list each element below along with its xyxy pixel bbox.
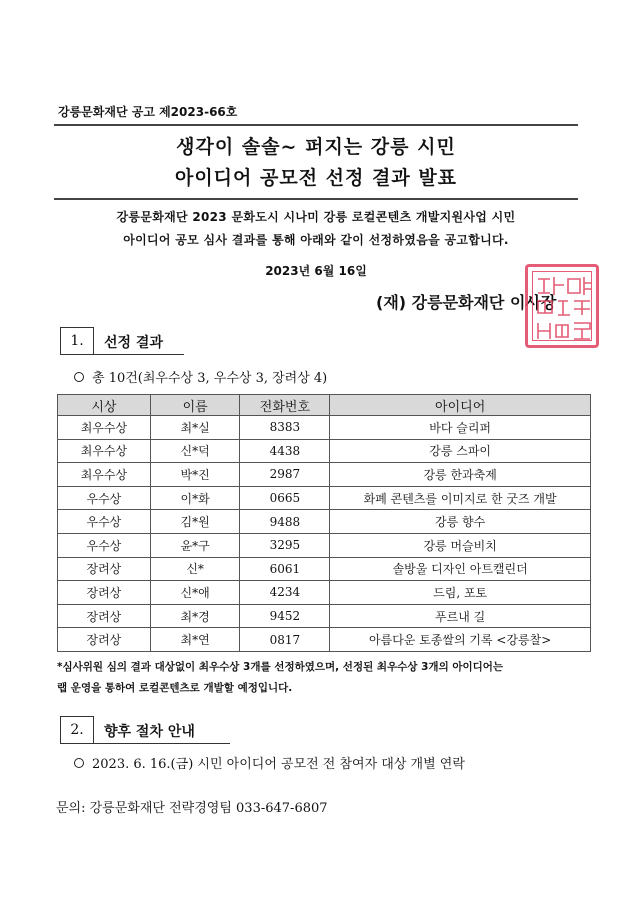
cell-award: 우수상 — [58, 486, 151, 510]
selection-note — [57, 657, 591, 699]
table-row — [58, 581, 591, 605]
cell-idea: 강릉 머슬비치 — [330, 533, 591, 557]
intro-line-1: 강릉문화재단 2023 문화도시 시나미 강릉 로컬콘텐츠 개발지원사업 시민 — [116, 210, 516, 224]
title-line-1: 생각이 솔솔~ 퍼지는 강릉 시민 — [176, 136, 456, 158]
cell-idea: 강릉 향수 — [330, 510, 591, 534]
bullet-circle-icon — [74, 372, 84, 382]
cell-name: 최*경 — [150, 604, 240, 628]
title-rule — [54, 198, 578, 200]
cell-name: 최*실 — [150, 416, 240, 440]
procedure-text: 2023. 6. 16.(금) 시민 아이디어 공모전 전 참여자 대상 개별 연락 — [92, 757, 465, 772]
cell-name: 신* — [150, 557, 240, 581]
cell-phone: 2987 — [240, 463, 330, 487]
cell-idea: 강릉 한과축제 — [330, 463, 591, 487]
cell-phone: 4438 — [240, 439, 330, 463]
table-row — [58, 416, 591, 440]
cell-award: 우수상 — [58, 510, 151, 534]
cell-name: 박*진 — [150, 463, 240, 487]
section-1-title: 선정 결과 — [104, 335, 163, 351]
cell-award: 최우수상 — [58, 463, 151, 487]
cell-phone: 9452 — [240, 604, 330, 628]
results-table — [57, 394, 591, 652]
note-line-1: *심사위원 심의 결과 대상없이 최우수상 3개를 선정하였으며, 선정된 최우수상 3개의 아이디어는 — [57, 661, 504, 673]
table-header-row — [58, 395, 591, 416]
summary-text: 총 10건(최우수상 3, 우수상 3, 장려상 4) — [92, 371, 328, 386]
cell-idea: 강릉 스파이 — [330, 439, 591, 463]
cell-award: 최우수상 — [58, 439, 151, 463]
cell-award: 장려상 — [58, 628, 151, 652]
issue-date: 2023년 6월 16일 — [265, 264, 367, 278]
section-2-title: 향후 절차 안내 — [104, 724, 195, 740]
official-seal — [525, 264, 599, 348]
cell-award: 최우수상 — [58, 416, 151, 440]
header-award: 시상 — [58, 395, 151, 416]
notice-number: 강릉문화재단 공고 제2023-66호 — [58, 105, 238, 119]
selection-summary — [74, 367, 327, 386]
cell-phone: 0817 — [240, 628, 330, 652]
title-line-2: 아이디어 공모전 선정 결과 발표 — [174, 167, 458, 189]
table-row — [58, 463, 591, 487]
cell-phone: 3295 — [240, 533, 330, 557]
cell-phone: 9488 — [240, 510, 330, 534]
table-row — [58, 604, 591, 628]
cell-idea: 드림, 포토 — [330, 581, 591, 605]
cell-name: 신*덕 — [150, 439, 240, 463]
cell-phone: 8383 — [240, 416, 330, 440]
procedure-item — [74, 753, 465, 772]
table-row — [58, 510, 591, 534]
header-rule — [54, 124, 578, 126]
table-row — [58, 486, 591, 510]
cell-award: 장려상 — [58, 557, 151, 581]
contact-info: 문의: 강릉문화재단 전략경영팀 033-647-6807 — [56, 801, 328, 816]
cell-idea: 솔방울 디자인 아트캘린더 — [330, 557, 591, 581]
section-2-underline — [94, 743, 230, 744]
cell-idea: 화폐 콘텐츠를 이미지로 한 굿즈 개발 — [330, 486, 591, 510]
bullet-circle-icon — [74, 758, 84, 768]
cell-award: 장려상 — [58, 604, 151, 628]
table-row — [58, 439, 591, 463]
header-name: 이름 — [150, 395, 240, 416]
issuer-name: (재) 강릉문화재단 이사장 — [376, 293, 557, 312]
section-2-number: 2. — [60, 716, 94, 744]
cell-idea: 바다 슬리퍼 — [330, 416, 591, 440]
note-line-2: 랩 운영을 통하여 로컬콘텐츠로 개발할 예정입니다. — [57, 682, 293, 694]
table-row — [58, 533, 591, 557]
cell-phone: 6061 — [240, 557, 330, 581]
cell-award: 장려상 — [58, 581, 151, 605]
header-phone: 전화번호 — [240, 395, 330, 416]
cell-phone: 4234 — [240, 581, 330, 605]
cell-idea: 아름다운 토종쌀의 기록 <강릉찰> — [330, 628, 591, 652]
cell-name: 이*화 — [150, 486, 240, 510]
section-1-number: 1. — [60, 327, 94, 355]
header-idea: 아이디어 — [330, 395, 591, 416]
cell-award: 우수상 — [58, 533, 151, 557]
cell-name: 김*원 — [150, 510, 240, 534]
section-1-underline — [94, 354, 184, 355]
cell-name: 윤*구 — [150, 533, 240, 557]
cell-name: 최*연 — [150, 628, 240, 652]
cell-idea: 푸르내 길 — [330, 604, 591, 628]
seal-glyphs — [534, 273, 596, 345]
cell-phone: 0665 — [240, 486, 330, 510]
table-row — [58, 628, 591, 652]
intro-line-2: 아이디어 공모 심사 결과를 통해 아래와 같이 선정하였음을 공고합니다. — [123, 233, 509, 247]
cell-name: 신*애 — [150, 581, 240, 605]
table-row — [58, 557, 591, 581]
